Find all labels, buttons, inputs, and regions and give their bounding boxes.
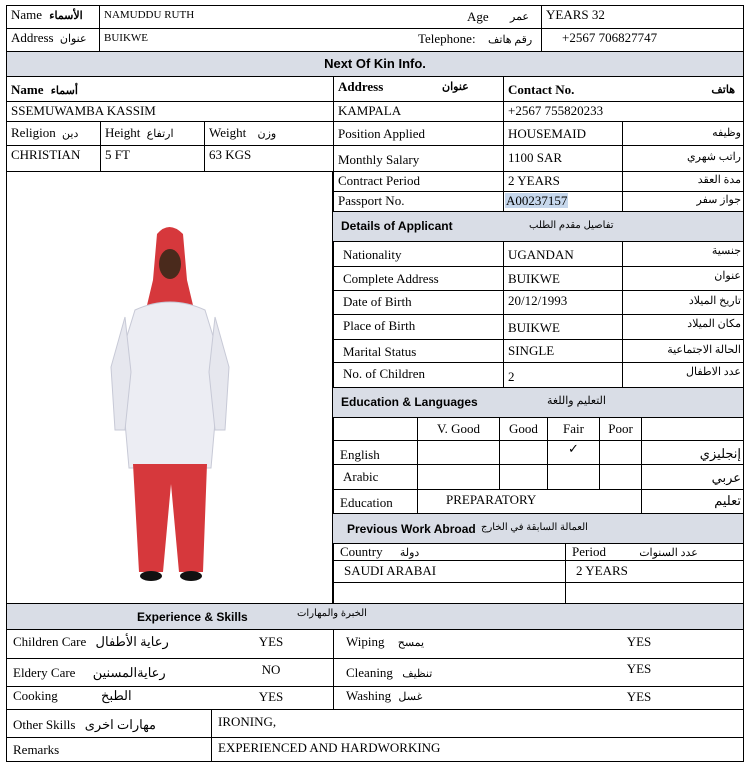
name-age-row [6, 5, 744, 29]
arabic-row [332, 465, 744, 490]
work-header [332, 514, 744, 544]
wiping-label-ar: يمسح [397, 637, 425, 649]
kin-contact-label-cell [503, 77, 745, 101]
religion-label-cell [7, 122, 100, 145]
kin-address-label-ar: عنوان [442, 81, 469, 93]
cleaning-label: Cleaning [346, 665, 393, 680]
kin-contact-label-ar: هاتف [711, 84, 735, 96]
weight-label-ar: وزن [257, 128, 277, 140]
kin-name-value: SSEMUWAMBA KASSIM [11, 103, 156, 118]
age-value: YEARS 32 [546, 7, 605, 22]
kin-value-row [6, 102, 744, 122]
period-value: 2 YEARS [565, 561, 745, 582]
job-value-3: A00237157 [503, 192, 622, 211]
country-label-ar: دولة [399, 547, 420, 559]
kin-address-label: Address [338, 79, 384, 94]
work-title: Previous Work Abroad [347, 522, 476, 536]
skills-row-cooking [6, 687, 744, 710]
name-label: Name [11, 7, 43, 22]
english-row [332, 441, 744, 465]
other-skills-row [6, 710, 744, 738]
cooking-value: YES [258, 689, 284, 704]
telephone-value-cell [541, 29, 745, 51]
kin-address-value-cell [333, 102, 503, 121]
next-of-kin-header [6, 52, 744, 77]
telephone-value: +2567 706827747 [562, 30, 658, 45]
wiping-label: Wiping [346, 634, 385, 649]
name-value: NAMUDDU RUTH [104, 9, 195, 21]
children-care-value: YES [258, 634, 284, 649]
job-label-ar-2: مدة العقد [622, 172, 745, 191]
washing-label-cell [333, 687, 533, 709]
arabic-label-ar: عربي [641, 465, 745, 489]
applicant-photo [6, 171, 333, 604]
weight-label-cell [204, 122, 333, 145]
weight-value-cell [204, 146, 333, 171]
eldery-care-label: Eldery Care [13, 665, 76, 680]
english-fair-check: ✓ [547, 441, 599, 464]
country-label: Country [340, 544, 383, 559]
applicant-header [332, 212, 744, 242]
children-care-label: Children Care [13, 634, 87, 649]
cleaning-value: YES [626, 661, 652, 676]
remarks-label: Remarks [13, 742, 60, 757]
contract-row [332, 172, 744, 192]
height-label-cell [100, 122, 204, 145]
height-value: 5 FT [105, 147, 130, 162]
physical-value-row [6, 146, 744, 172]
washing-value: YES [626, 689, 652, 704]
person-figure [7, 172, 332, 603]
kin-label-row [6, 77, 744, 102]
education-header [332, 388, 744, 418]
job-value-2: 2 YEARS [503, 172, 622, 191]
application-form [6, 5, 744, 762]
level-good: Good [499, 418, 547, 440]
period-label-cell [565, 544, 745, 560]
address-value-cell [99, 29, 541, 51]
remarks-row [6, 738, 744, 762]
kin-name-label: Name [11, 82, 44, 97]
skills-row-eldery [6, 659, 744, 687]
work-empty-row [332, 583, 744, 604]
skills-title: Experience & Skills [137, 610, 248, 624]
period-label-ar: عدد السنوات [639, 547, 698, 559]
other-skills-label-ar: مهارات اخرى [84, 717, 157, 732]
education-levels-row [332, 418, 744, 441]
kin-contact-label: Contact No. [508, 82, 575, 97]
job-value-0: HOUSEMAID [503, 122, 622, 145]
remarks-value: EXPERIENCED AND HARDWORKING [211, 738, 745, 761]
skills-title-ar: الخبرة والمهارات [297, 608, 367, 619]
applicant-row-5: No. of Children 2 عدد الاطفال [332, 363, 744, 388]
country-value: SAUDI ARABAI [333, 561, 565, 582]
arabic-label: Arabic [333, 465, 417, 489]
applicant-row-4: Marital Status SINGLE الحالة الاجتماعية [332, 340, 744, 363]
next-of-kin-title: Next Of Kin Info. [324, 56, 426, 71]
kin-contact-value-cell [503, 102, 745, 121]
work-label-row [332, 544, 744, 561]
name-value-cell [99, 6, 541, 28]
education-row [332, 490, 744, 514]
job-value-1: 1100 SAR [503, 146, 622, 171]
kin-name-value-cell [7, 102, 333, 121]
applicant-row-2: Date of Birth 20/12/1993 تاريخ الميلاد [332, 291, 744, 315]
religion-value: CHRISTIAN [11, 147, 81, 162]
level-poor: Poor [599, 418, 641, 440]
cleaning-label-cell [333, 659, 533, 686]
job-label-ar-0: وظيفه [622, 122, 745, 145]
telephone-label-ar: رقم هاتف [488, 34, 533, 46]
level-vgood: V. Good [417, 418, 499, 440]
passport-row [332, 192, 744, 212]
physical-label-row [6, 122, 744, 146]
telephone-label: Telephone: [418, 31, 476, 46]
other-skills-value: IRONING, [211, 710, 745, 737]
kin-contact-value: +2567 755820233 [508, 103, 604, 118]
other-skills-label-cell [7, 710, 211, 737]
job-label-0: Position Applied [333, 122, 503, 145]
kin-name-label-cell [7, 77, 333, 101]
washing-label-ar: غسل [398, 691, 423, 703]
other-skills-label: Other Skills [13, 717, 76, 732]
address-value: BUIKWE [104, 32, 148, 44]
country-label-cell [333, 544, 565, 560]
education-label-ar: تعليم [641, 490, 745, 513]
work-value-row [332, 561, 744, 583]
english-label-ar: إنجليزي [641, 441, 745, 464]
applicant-row-3: Place of Birth BUIKWE مكان الميلاد [332, 315, 744, 340]
weight-label: Weight [209, 125, 247, 140]
weight-value: 63 KGS [209, 147, 252, 162]
applicant-row-1: Complete Address BUIKWE عنوان [332, 267, 744, 291]
religion-value-cell [7, 146, 100, 171]
applicant-title: Details of Applicant [341, 219, 453, 233]
address-telephone-row [6, 29, 744, 52]
age-label-ar: عمر [510, 11, 529, 23]
level-fair: Fair [547, 418, 599, 440]
height-value-cell [100, 146, 204, 171]
kin-name-label-ar: أسماء [50, 85, 78, 97]
height-label-ar: ارتفاع [146, 128, 174, 140]
education-value: PREPARATORY [417, 490, 641, 513]
job-label-1: Monthly Salary [333, 146, 503, 171]
cooking-label-ar: الطبخ [101, 688, 132, 703]
religion-label: Religion [11, 125, 56, 140]
washing-label: Washing [346, 688, 392, 703]
children-care-label-ar: رعاية الأطفال [95, 634, 169, 649]
education-title-ar: التعليم واللغة [547, 395, 606, 407]
english-label: English [333, 441, 417, 464]
wiping-value: YES [626, 634, 652, 649]
skills-row-children [6, 630, 744, 659]
eldery-care-value: NO [261, 662, 281, 677]
eldery-care-label-ar: رعايةالمسنين [92, 665, 166, 680]
education-title: Education & Languages [341, 395, 478, 409]
cooking-label-cell [7, 687, 209, 709]
job-label-ar-1: راتب شهري [622, 146, 745, 171]
applicant-title-ar: تفاصيل مقدم الطلب [529, 220, 614, 231]
applicant-row-0: Nationality UGANDAN جنسية [332, 242, 744, 267]
job-label-3: Passport No. [333, 192, 503, 211]
education-label: Education [333, 490, 417, 513]
skills-header [6, 604, 744, 630]
address-label-ar: عنوان [59, 33, 87, 45]
children-care-label-cell [7, 630, 209, 658]
job-label-2: Contract Period [333, 172, 503, 191]
job-label-ar-3: جواز سفر [622, 192, 745, 211]
address-label-cell [7, 29, 99, 51]
cooking-label: Cooking [13, 688, 58, 703]
wiping-label-cell [333, 630, 533, 658]
eldery-care-label-cell [7, 659, 209, 686]
kin-address-value: KAMPALA [338, 103, 402, 118]
age-label: Age [467, 9, 489, 24]
kin-address-label-cell [333, 77, 503, 101]
address-label: Address [11, 30, 54, 45]
cleaning-label-ar: تنظيف [402, 668, 433, 680]
period-label: Period [572, 544, 606, 559]
religion-label-ar: دين [62, 128, 79, 140]
work-title-ar: العمالة السابقة في الخارج [481, 522, 588, 533]
name-label-cell [7, 6, 99, 28]
age-value-cell [541, 6, 745, 28]
height-label: Height [105, 125, 141, 140]
name-label-ar: الأسماء [49, 10, 83, 22]
